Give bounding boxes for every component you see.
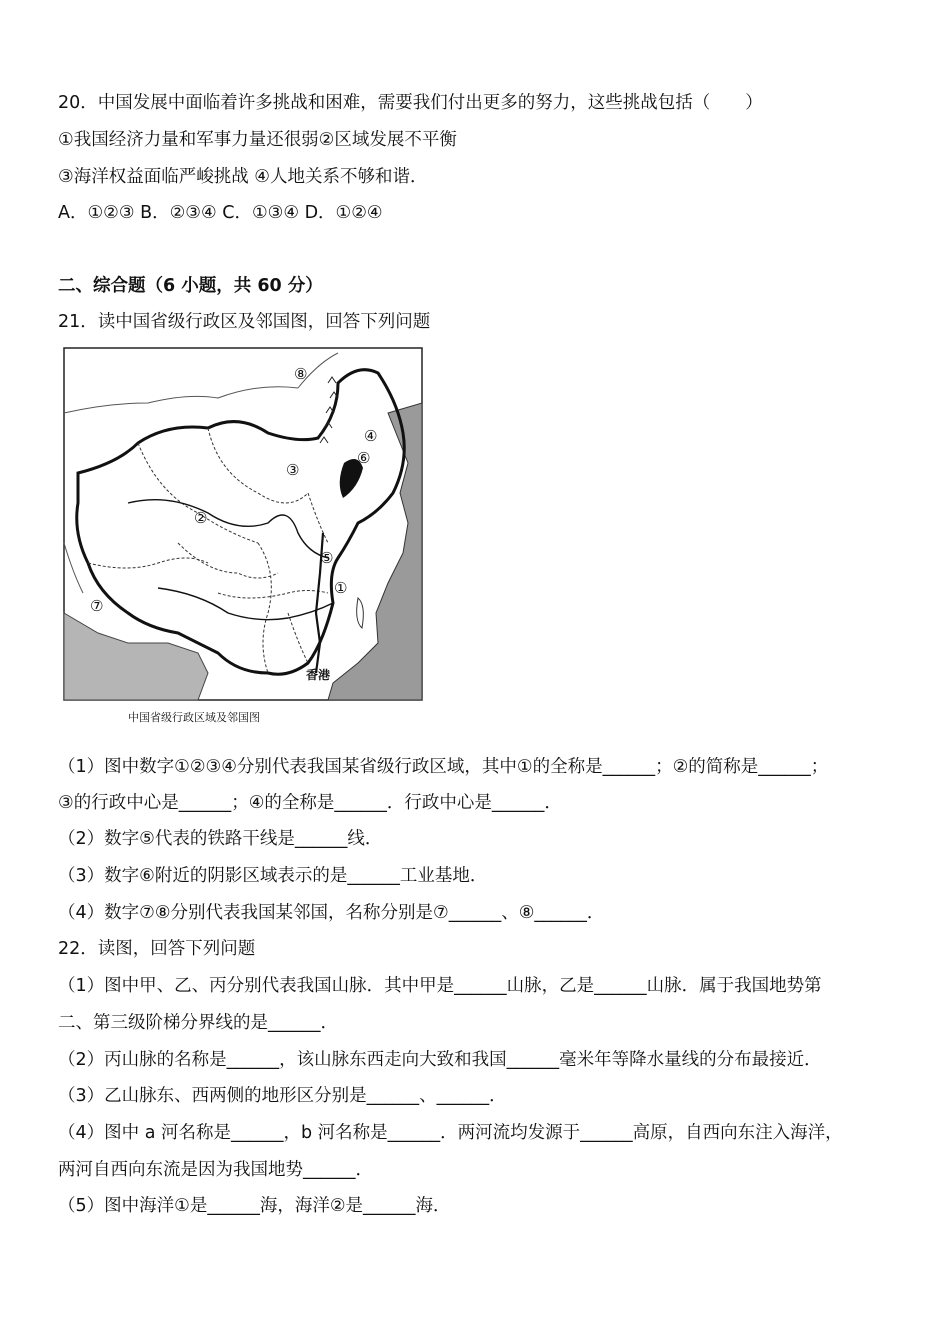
map-label-4: ④ [364,427,378,445]
map-label-1: ① [334,579,348,597]
q21-part2: （2）数字⑤代表的铁路干线是______线． [58,829,383,849]
map-label-7: ⑦ [90,597,104,615]
q20-choices: A．①②③ B．②③④ C．①③④ D．①②④ [58,203,383,223]
section-heading: 二、综合题（6 小题，共 60 分） [58,276,323,296]
map-label-hongkong: 香港 [306,668,331,682]
q22-part2: （2）丙山脉的名称是______，该山脉东西走向大致和我国______毫米年等降水量线的分布最接近． [58,1050,822,1070]
q22-part1-line2: 二、第三级阶梯分界线的是______． [58,1013,338,1033]
q21-part4: （4）数字⑦⑧分别代表我国某邻国，名称分别是⑦______、⑧______． [58,903,605,923]
q20-option-line-1: ①我国经济力量和军事力量还很弱②区域发展不平衡 [58,130,457,150]
q20-option-line-2: ③海洋权益面临严峻挑战 ④人地关系不够和谐． [58,167,428,187]
q21-part1-line1: （1）图中数字①②③④分别代表我国某省级行政区域，其中①的全称是______；②的简称是______； [58,757,829,777]
map-label-8: ⑧ [294,365,308,383]
q21-stem: 21．读中国省级行政区及邻国图，回答下列问题 [58,312,431,332]
map-label-2: ② [194,509,208,527]
q21-part1-line2: ③的行政中心是______；④的全称是______．行政中心是______． [58,793,562,813]
map-label-5: ⑤ [320,549,334,567]
map-label-6: ⑥ [357,449,371,467]
q21-part3: （3）数字⑥附近的阴影区域表示的是______工业基地． [58,866,488,886]
q22-part5: （5）图中海洋①是______海，海洋②是______海． [58,1196,451,1216]
china-province-map [58,343,426,728]
map-caption: 中国省级行政区域及邻国图 [128,711,260,724]
map-label-3: ③ [286,461,300,479]
q20-stem: 20．中国发展中面临着许多挑战和困难，需要我们付出更多的努力，这些挑战包括（ ） [58,93,763,113]
q22-part4-line2: 两河自西向东流是因为我国地势______． [58,1160,373,1180]
q22-part4-line1: （4）图中 a 河名称是______，b 河名称是______．两河流均发源于______高原，自西向东注入海洋， [58,1123,843,1143]
q22-part3: （3）乙山脉东、西两侧的地形区分别是______、______． [58,1086,507,1106]
q22-stem: 22．读图，回答下列问题 [58,939,256,959]
q22-part1-line1: （1）图中甲、乙、丙分别代表我国山脉．其中甲是______山脉，乙是______山脉．属于我国地势第 [58,976,822,996]
